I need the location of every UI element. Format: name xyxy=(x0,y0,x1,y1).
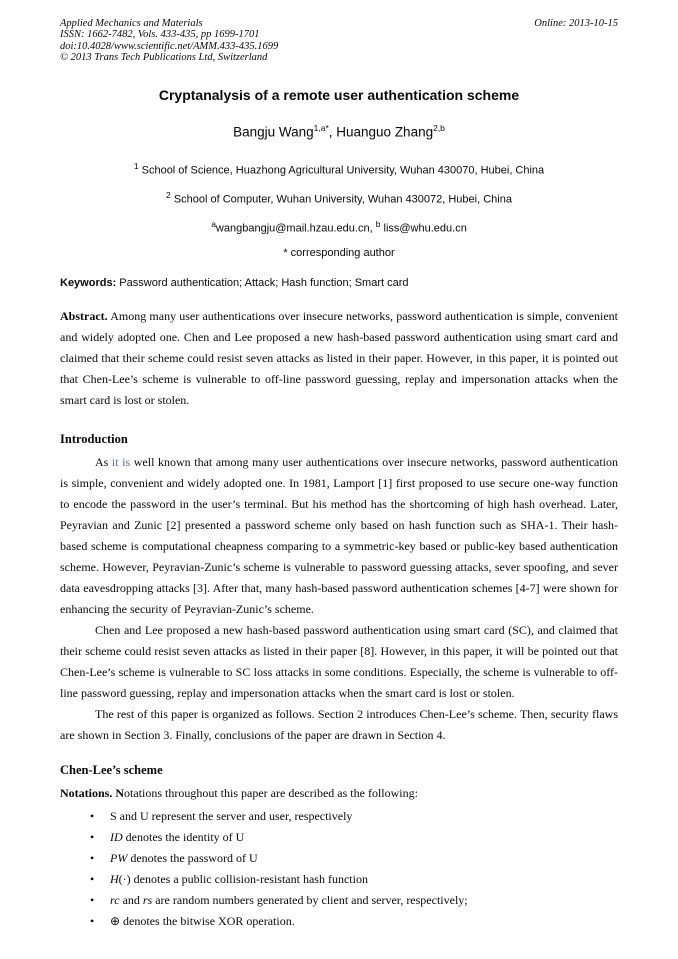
notation-symbol: rc xyxy=(110,892,120,907)
doi-line: doi:10.4028/www.scientific.net/AMM.433-435.1699 xyxy=(60,40,279,52)
notation-symbol: rs xyxy=(142,892,153,907)
email-1-address: wangbangju@mail.hzau.edu.cn, xyxy=(215,222,376,235)
corresponding-author-note: * corresponding author xyxy=(283,246,395,259)
affiliation-1-text: School of Science, Huazhong Agricultural University, Wuhan 430070, Hubei, China xyxy=(138,164,545,177)
notation-item-text: and xyxy=(119,892,143,907)
affiliation-2 xyxy=(60,189,618,207)
intro-p1-body: well known that among many user authentications over insecure networks, password authentication is simple, convenient and widely adopted one. In 1981, Lamport [1] first proposed to use secure one-way function to encode the password in the user’s terminal. But his method has the shortcoming of high hash overhead. Later, Peyravian and Zunic [2] presented a password scheme only based on hash function such as SHA-1. Their hash-based scheme is computational cheapness comparing to a symmetric-key based or public-key based authentication scheme. However, Peyravian-Zunic’s scheme is vulnerable to password guessing attacks, sever spoofing, and sever data eavesdropping attacks [3]. After that, many hash-based password authentication schemes [4-7] were shown for enhancing the security of Peyravian-Zunic’s scheme. xyxy=(60,454,619,616)
online-date: Online: 2013-10-15 xyxy=(534,18,618,29)
notation-symbol: ID xyxy=(110,829,123,844)
intro-paragraph-1 xyxy=(60,452,618,620)
page-title: Cryptanalysis of a remote user authentication scheme xyxy=(158,87,520,104)
bullet-icon: • xyxy=(90,892,95,907)
copyright-line: © 2013 Trans Tech Publications Ltd, Switzerland xyxy=(60,51,268,63)
bullet-icon: • xyxy=(90,829,95,844)
notation-symbol: H xyxy=(110,871,119,886)
affiliation-1 xyxy=(60,160,618,178)
affiliation-1-superscript: 1 xyxy=(133,160,139,171)
keywords-label: Keywords: xyxy=(60,276,117,289)
notations-label: Notations. N xyxy=(60,785,125,800)
bullet-icon: • xyxy=(90,913,95,928)
affiliation-2-superscript: 2 xyxy=(166,190,171,201)
journal-name: Applied Mechanics and Materials xyxy=(60,18,203,29)
notation-item-server-user xyxy=(60,806,618,827)
bullet-icon: • xyxy=(90,808,95,823)
keywords-line xyxy=(60,276,618,290)
email-1-superscript: a xyxy=(211,219,216,229)
intro-paragraph-2: Chen and Lee proposed a new hash-based password authentication using smart card (SC), and claimed that their scheme could resist seven attacks as listed in their paper [8]. However, in this paper, it will be pointed out that Chen-Lee’s scheme is vulnerable to SC loss attacks in some conditions. Especially, the scheme is vulnerable to off-line password guessing, replay and impersonation attacks when the smart card is lost or stolen. xyxy=(60,622,618,700)
notation-item-id xyxy=(60,827,618,848)
journal-info-block xyxy=(60,18,278,63)
journal-header xyxy=(60,18,618,63)
notation-item-text: are random numbers generated by client and server, respectively; xyxy=(152,892,468,907)
abstract-text: Among many user authentications over insecure networks, password authentication is simple, convenient and widely adopted one. Chen and Lee proposed a new hash-based password authentication using smart card and claimed that their scheme could resist seven attacks as listed in their paper. However, in this paper, it is pointed out that Chen-Lee’s scheme is vulnerable to off-line password guessing, replay and impersonation attacks when the smart card is lost or stolen. xyxy=(60,308,618,407)
intro-p1-lead: As xyxy=(95,454,112,469)
notation-item-text: denotes the identity of U xyxy=(122,829,245,844)
author-1-name: Bangju Wang xyxy=(233,124,314,140)
authors-line xyxy=(60,121,618,140)
bullet-icon: • xyxy=(90,850,95,865)
notation-item-text: S and U represent the server and user, respectively xyxy=(110,808,353,823)
abstract-paragraph xyxy=(60,306,618,411)
email-2-superscript: b xyxy=(375,219,381,229)
notation-item-xor xyxy=(60,911,618,932)
authors-separator: , xyxy=(328,124,337,140)
author-1-superscript: 1,a* xyxy=(313,123,329,134)
email-2-address: liss@whu.edu.cn xyxy=(380,222,467,235)
bullet-icon: • xyxy=(90,871,95,886)
notation-item-random-numbers xyxy=(60,890,618,911)
keywords-text: Password authentication; Attack; Hash function; Smart card xyxy=(116,276,409,289)
introduction-heading: Introduction xyxy=(60,431,128,446)
notation-item-text: (·) denotes a public collision-resistant hash function xyxy=(118,871,368,886)
notation-list xyxy=(60,806,618,932)
issn-line: ISSN: 1662-7482, Vols. 433-435, pp 1699-1701 xyxy=(60,29,260,41)
notations-text: otations throughout this paper are described as the following: xyxy=(124,785,418,800)
author-2-superscript: 2,b xyxy=(433,123,445,134)
notation-item-pw xyxy=(60,848,618,869)
abstract-label: Abstract. xyxy=(60,308,108,323)
intro-p1-highlighted-words: it is xyxy=(111,454,131,469)
intro-paragraph-3: The rest of this paper is organized as follows. Section 2 introduces Chen-Lee’s scheme. Then, security flaws are shown in Section 3. Finally, conclusions of the paper are drawn in Section 4. xyxy=(60,706,618,742)
notations-line xyxy=(60,783,618,804)
notation-item-text: ⊕ denotes the bitwise XOR operation. xyxy=(110,913,295,928)
notation-item-text: denotes the password of U xyxy=(127,850,258,865)
scheme-section-heading: Chen-Lee’s scheme xyxy=(60,762,163,777)
affiliation-2-text: School of Computer, Wuhan University, Wuhan 430072, Hubei, China xyxy=(170,194,512,206)
emails-line xyxy=(60,218,618,236)
author-2-name: Huanguo Zhang xyxy=(336,124,434,140)
notation-symbol: PW xyxy=(110,850,128,865)
notation-item-hash xyxy=(60,869,618,890)
